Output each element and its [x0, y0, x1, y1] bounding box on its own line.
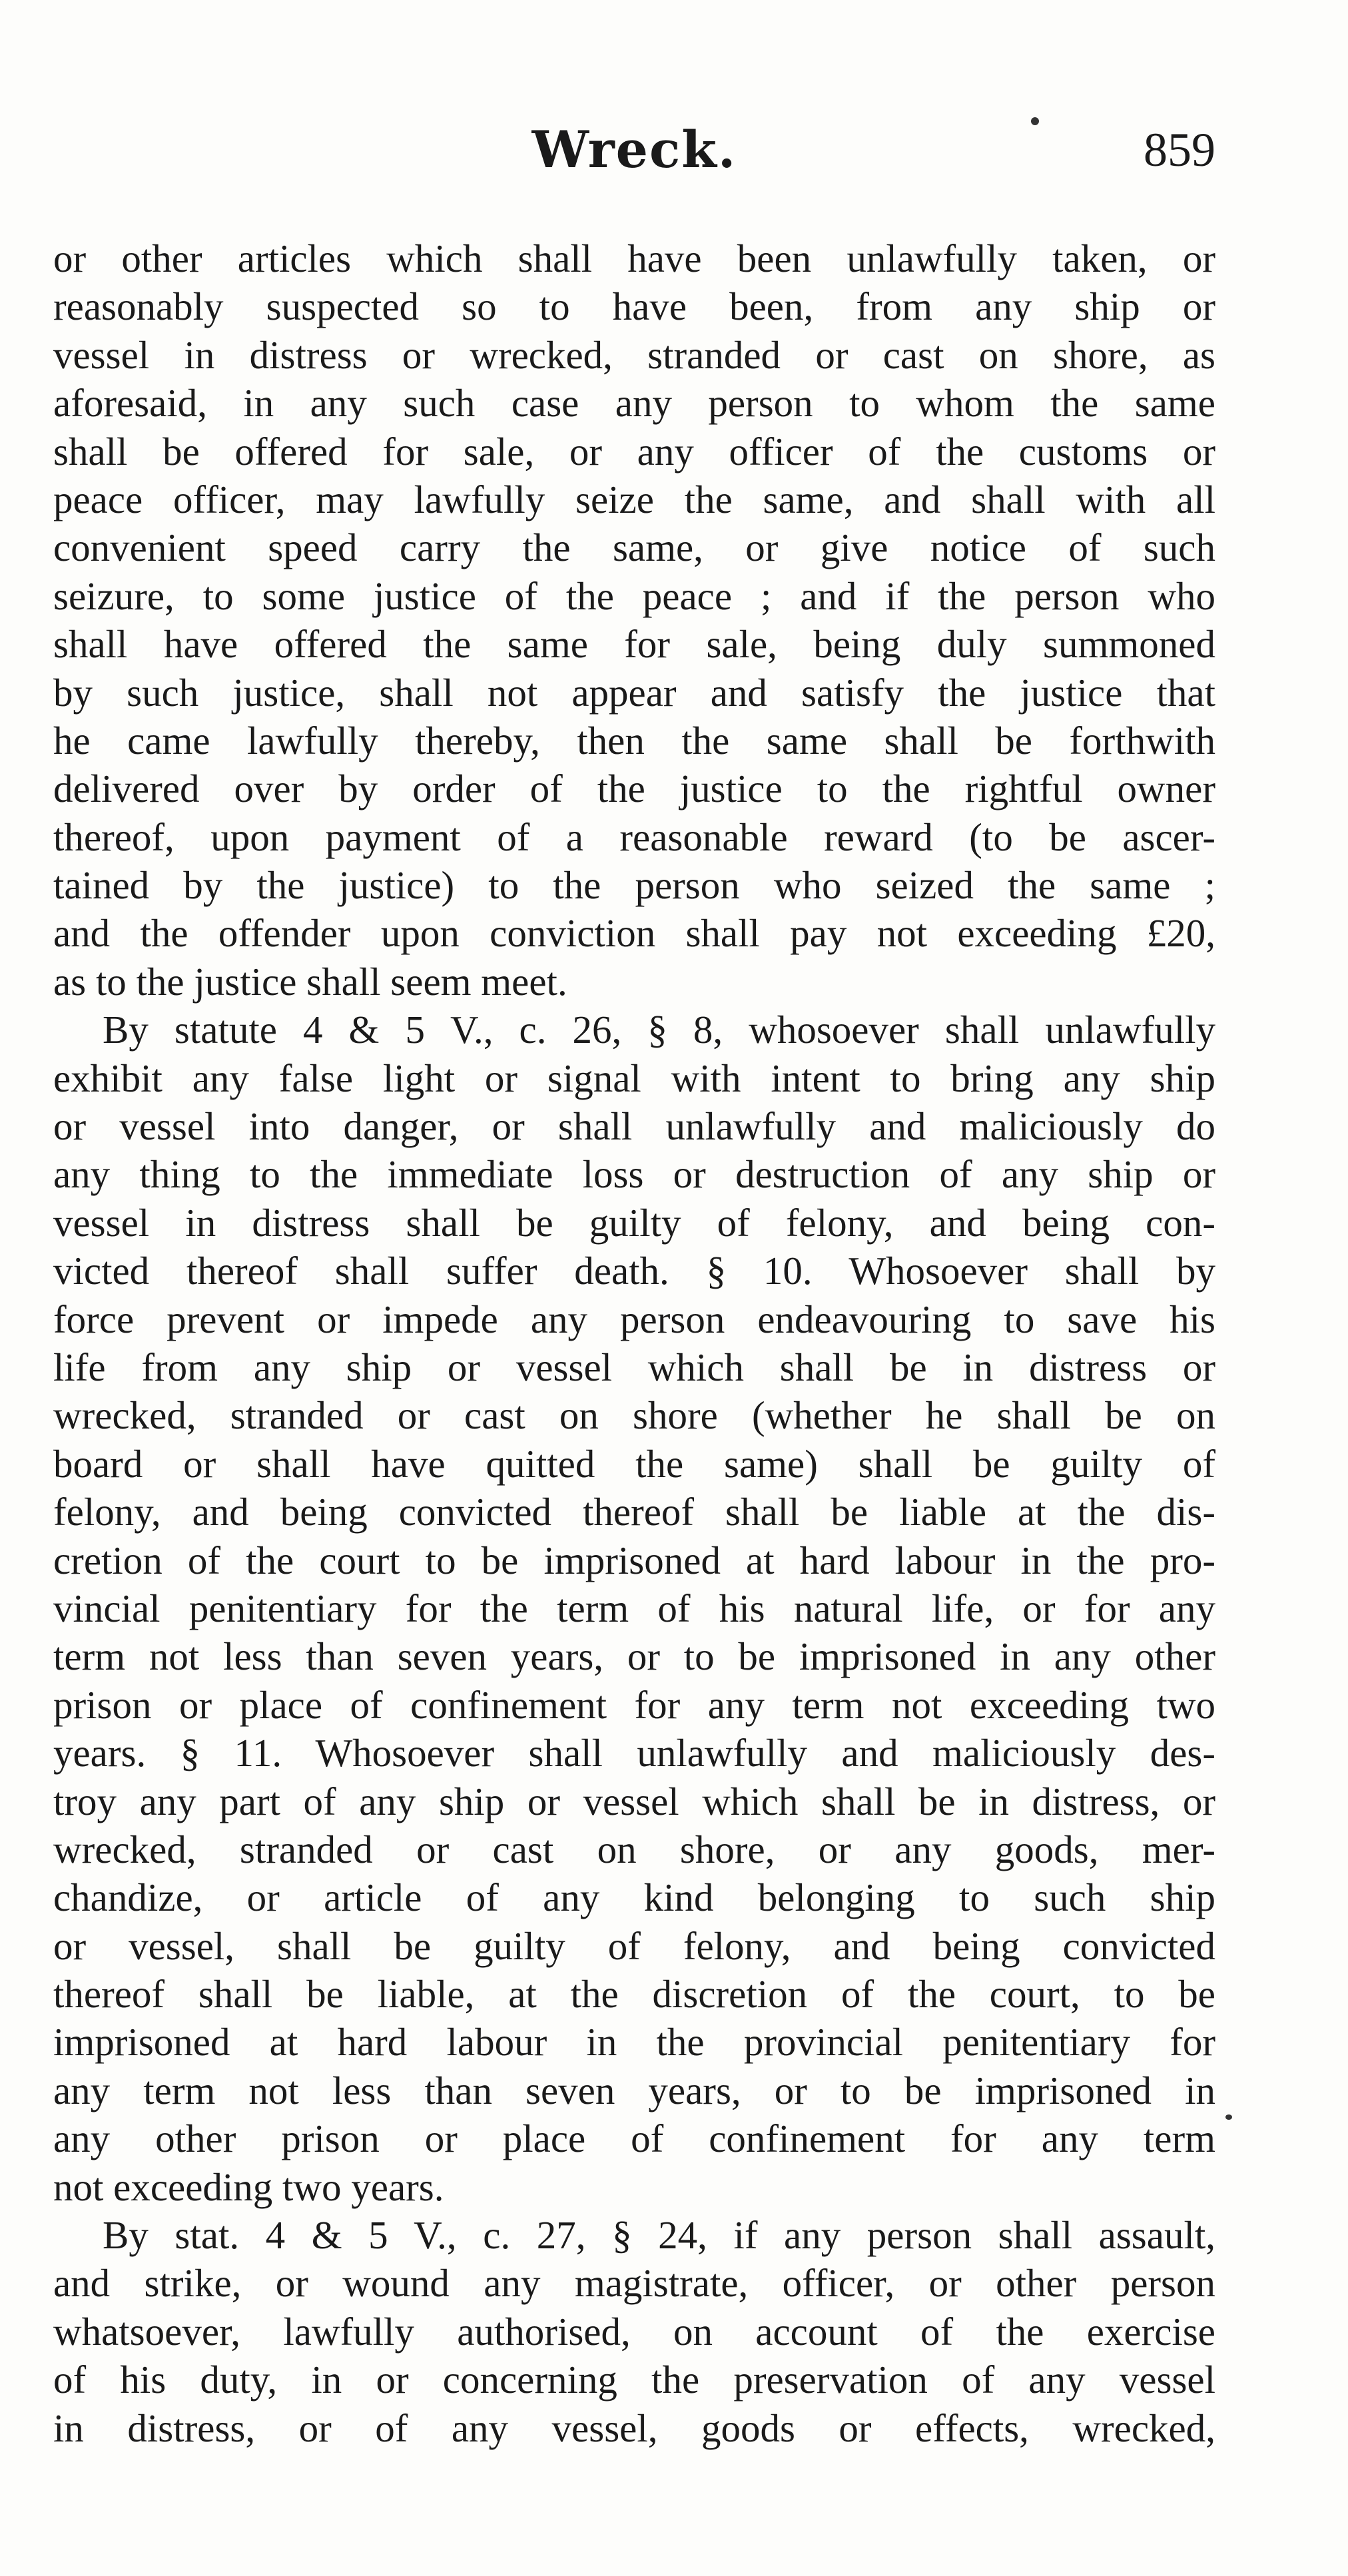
- text-line: board or shall have quitted the same) shall be guilty of: [53, 1441, 1215, 1486]
- text-line: any other prison or place of confinement for any term: [53, 2116, 1215, 2161]
- text-line: reasonably suspected so to have been, from any ship or: [53, 284, 1215, 329]
- text-line: force prevent or impede any person endeavouring to save his: [53, 1297, 1215, 1341]
- text-line: whatsoever, lawfully authorised, on account of the exercise: [53, 2309, 1215, 2354]
- text-line: vessel in distress shall be guilty of felony, and being con-: [53, 1200, 1215, 1245]
- text-line: by such justice, shall not appear and satisfy the justice that: [53, 670, 1215, 715]
- text-line: delivered over by order of the justice to the rightful owner: [53, 767, 1215, 811]
- text-line: not exceeding two years.: [53, 2164, 444, 2209]
- text-line: troy any part of any ship or vessel which shall be in distress, or: [53, 1779, 1215, 1823]
- text-line: any thing to the immediate loss or destruction of any ship or: [53, 1152, 1215, 1197]
- text-line: By stat. 4 & 5 V., c. 27, § 24, if any person shall assault,: [103, 2213, 1215, 2258]
- text-line: term not less than seven years, or to be imprisoned in any other: [53, 1634, 1215, 1679]
- text-line: cretion of the court to be imprisoned at hard labour in the pro-: [53, 1538, 1215, 1582]
- text-line: life from any ship or vessel which shall be in distress or: [53, 1345, 1215, 1389]
- text-line: seizure, to some justice of the peace ; and if the person who: [53, 573, 1215, 618]
- text-line: and strike, or wound any magistrate, officer, or other person: [53, 2261, 1215, 2306]
- page-header: [53, 120, 1215, 193]
- text-line: By statute 4 & 5 V., c. 26, § 8, whosoever shall unlawfully: [103, 1008, 1215, 1052]
- text-line: prison or place of confinement for any term not exceeding two: [53, 1682, 1215, 1727]
- text-line: shall be offered for sale, or any officer of the customs or: [53, 429, 1215, 474]
- ink-speck: [1031, 117, 1039, 125]
- text-line: chandize, or article of any kind belonging to such ship: [53, 1875, 1215, 1920]
- text-line: felony, and being convicted thereof shall be liable at the dis-: [53, 1490, 1215, 1534]
- running-head-title: Wreck.: [531, 120, 737, 179]
- text-line: wrecked, stranded or cast on shore (whether he shall be on: [53, 1393, 1215, 1438]
- text-line: as to the justice shall seem meet.: [53, 959, 567, 1004]
- ink-speck: [1225, 2114, 1232, 2120]
- text-line: vincial penitentiary for the term of his natural life, or for any: [53, 1586, 1215, 1630]
- text-line: imprisoned at hard labour in the provincial penitentiary for: [53, 2020, 1215, 2065]
- text-line: shall have offered the same for sale, being duly summoned: [53, 622, 1215, 667]
- text-line: or vessel, shall be guilty of felony, and being convicted: [53, 1923, 1215, 1968]
- text-line: years. § 11. Whosoever shall unlawfully and maliciously des-: [53, 1731, 1215, 1775]
- text-line: and the offender upon conviction shall pay not exceeding £20,: [53, 911, 1215, 956]
- text-line: tained by the justice) to the person who seized the same ;: [53, 863, 1215, 908]
- text-line: aforesaid, in any such case any person to whom the same: [53, 381, 1215, 426]
- text-line: he came lawfully thereby, then the same shall be forthwith: [53, 718, 1215, 763]
- text-line: vessel in distress or wrecked, stranded or cast on shore, as: [53, 332, 1215, 377]
- text-line: thereof, upon payment of a reasonable reward (to be ascer-: [53, 814, 1215, 859]
- text-line: any term not less than seven years, or to be imprisoned in: [53, 2068, 1215, 2112]
- page-number: 859: [1144, 123, 1215, 176]
- text-line: or vessel into danger, or shall unlawfully and maliciously do: [53, 1104, 1215, 1149]
- text-line: convenient speed carry the same, or give notice of such: [53, 525, 1215, 570]
- body-text: [53, 234, 1215, 2452]
- text-line: victed thereof shall suffer death. § 10. Whosoever shall by: [53, 1249, 1215, 1293]
- text-line: peace officer, may lawfully seize the same, and shall with all: [53, 477, 1215, 521]
- text-line: thereof shall be liable, at the discretion of the court, to be: [53, 1972, 1215, 2017]
- text-line: in distress, or of any vessel, goods or effects, wrecked,: [53, 2406, 1215, 2450]
- text-line: exhibit any false light or signal with intent to bring any ship: [53, 1056, 1215, 1100]
- text-line: of his duty, in or concerning the preservation of any vessel: [53, 2358, 1215, 2402]
- text-line: wrecked, stranded or cast on shore, or any goods, mer-: [53, 1827, 1215, 1871]
- text-line: or other articles which shall have been unlawfully taken, or: [53, 236, 1215, 280]
